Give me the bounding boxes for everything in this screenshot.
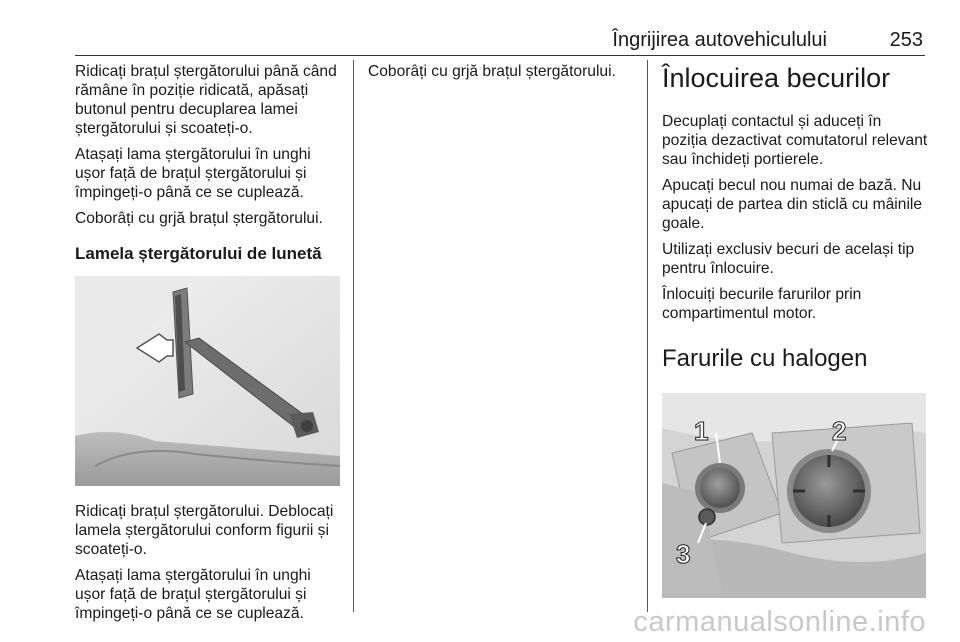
rear-wiper-subheading: Lamela ștergătorului de lunetă <box>75 244 322 263</box>
paragraph: Înlocuiți becurile farurilor prin compartimentul motor. <box>662 286 862 322</box>
page-number: 253 <box>889 29 923 51</box>
bulb-replacement-heading: Înlocuirea becurilor <box>662 63 891 93</box>
section-title: Îngrijirea autovehiculului <box>612 29 827 51</box>
paragraph: Apucați becul nou numai de bază. Nu apucați de partea din sticlă cu mâinile goale. <box>662 177 923 232</box>
column-left <box>75 62 340 630</box>
paragraph: Ridicați brațul ștergătorului până când rămâne în poziție ridicată, apăsați butonul pentru decuplarea lamei ștergătorului și scoateți-o. <box>75 63 337 137</box>
column-right <box>662 62 930 598</box>
page-header <box>75 25 925 56</box>
paragraph: Ridicați brațul ștergătorului. Deblocați lamela ștergătorului conform figurii și scoateți-o. <box>75 503 334 558</box>
rear-wiper-drawing <box>75 276 340 486</box>
callout-label-1: 1 <box>694 416 709 446</box>
paragraph: Coborâți cu grjă brațul ștergătorului. <box>368 63 616 80</box>
watermark: carmanualsonline.info <box>633 606 926 638</box>
halogen-headlight-illustration <box>662 393 926 598</box>
callout-label-2: 2 <box>832 416 847 446</box>
headlight-drawing <box>662 393 926 598</box>
column-middle <box>368 62 638 88</box>
paragraph: Decuplați contactul și aduceți în poziția dezactivat comutatorul relevant sau închideți portierele. <box>662 113 928 168</box>
halogen-headlights-heading: Farurile cu halogen <box>662 345 868 372</box>
rear-wiper-illustration <box>75 276 340 486</box>
column-divider-1 <box>353 60 354 612</box>
callout-label-3: 3 <box>676 539 691 569</box>
paragraph: Atașați lama ștergătorului în unghi ușor față de brațul ștergătorului și împingeți-o până ce se cuplează. <box>75 146 311 201</box>
paragraph: Coborâți cu grjă brațul ștergătorului. <box>75 210 323 227</box>
column-divider-2 <box>647 60 648 612</box>
paragraph: Atașați lama ștergătorului în unghi ușor față de brațul ștergătorului și împingeți-o până ce se cuplează. <box>75 567 311 622</box>
paragraph: Utilizați exclusiv becuri de același tip pentru înlocuire. <box>662 241 915 277</box>
